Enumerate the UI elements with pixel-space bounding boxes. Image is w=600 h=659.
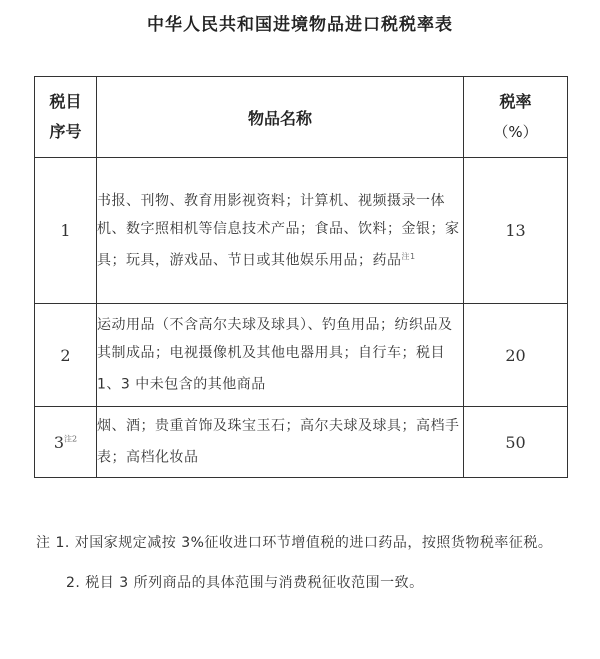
tax-rate-table: [34, 76, 568, 478]
row-items: [97, 304, 464, 407]
table-row: [35, 304, 568, 407]
row-seq-number: 1: [60, 221, 71, 240]
header-rate: [464, 77, 568, 158]
row-rate: 20: [464, 304, 568, 407]
row-seq-number: 2: [60, 345, 71, 365]
footnote-2: 2. 税目 3 所列商品的具体范围与消费税征收范围一致。: [66, 575, 424, 591]
row-items-text: 书报、刊物、教育用影视资料；计算机、视频摄录一体机、数字照相机等信息技术产品；食品、饮料；金银；家具；玩具，游戏品、节日或其他娱乐用品；药品: [97, 192, 460, 269]
row-items-text: 运动用品（不含高尔夫球及球具）、钓鱼用品；纺织品及其制成品；电视摄像机及其他电器用具；自行车；税目 1、3 中未包含的其他商品: [97, 317, 453, 393]
row-seq-note: 注2: [64, 434, 78, 444]
table-header-row: [35, 77, 568, 158]
row-items-note: 注1: [401, 251, 416, 261]
table-row: [35, 158, 568, 304]
row-rate: 50: [464, 407, 568, 478]
row-rate: 13: [464, 158, 568, 304]
header-rate-line1: 税率: [499, 92, 532, 111]
header-rate-unit: （%）: [493, 123, 538, 141]
table-row: [35, 407, 568, 478]
row-seq: [35, 158, 97, 304]
row-seq-number: 3: [53, 432, 65, 452]
row-seq: [35, 304, 97, 407]
header-name: 物品名称: [97, 77, 464, 158]
footnote-1: 注 1. 对国家规定减按 3%征收进口环节增值税的进口药品，按照货物税率征税。: [36, 535, 553, 551]
row-items-text: 烟、酒；贵重首饰及珠宝玉石；高尔夫球及球具；高档手表；高档化妆品: [97, 418, 460, 466]
row-seq: [35, 407, 97, 478]
header-seq-line1: 税目: [49, 92, 82, 111]
page-title: 中华人民共和国进境物品进口税税率表: [147, 15, 453, 35]
row-items: [97, 407, 464, 478]
footnotes: [36, 528, 576, 598]
header-seq: [35, 77, 97, 158]
header-seq-line2: 序号: [49, 122, 82, 141]
row-items: [97, 158, 464, 304]
